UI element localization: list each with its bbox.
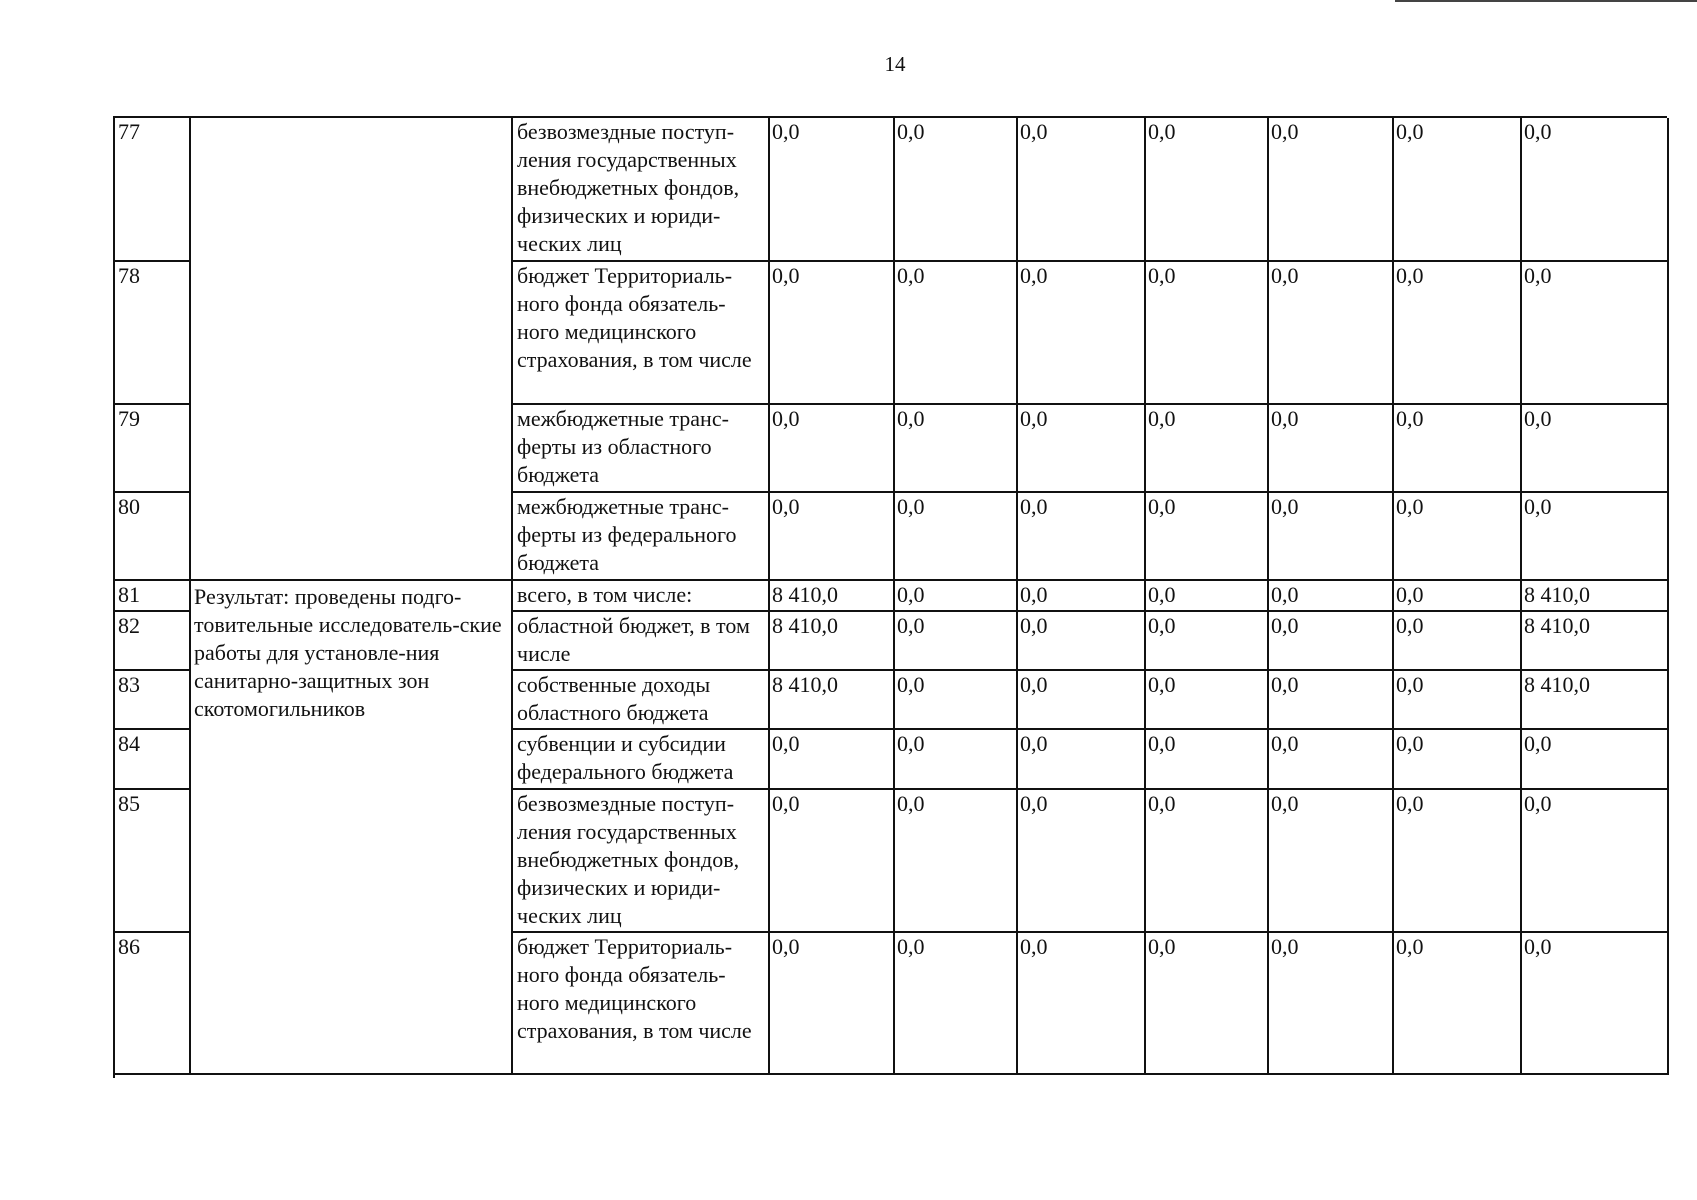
value-cell: 0,0 [1269, 790, 1394, 933]
value-cell: 8 410,0 [1522, 671, 1669, 730]
value-cell: 0,0 [1018, 612, 1146, 671]
value-cell: 0,0 [1269, 493, 1394, 581]
row-description: межбюджетные транс-ферты из федерального бюджета [513, 493, 770, 581]
value-cell: 0,0 [1269, 933, 1394, 1075]
value-cell: 0,0 [1018, 581, 1146, 612]
group-cell-previous [191, 118, 513, 581]
value-cell: 0,0 [895, 581, 1018, 612]
value-cell: 0,0 [895, 118, 1018, 262]
value-cell: 0,0 [1146, 933, 1269, 1075]
value-cell: 0,0 [1269, 581, 1394, 612]
value-cell: 0,0 [1146, 405, 1269, 493]
value-cell: 0,0 [1394, 581, 1522, 612]
value-cell: 0,0 [1146, 612, 1269, 671]
value-cell: 0,0 [1522, 118, 1669, 262]
value-cell: 0,0 [770, 730, 895, 790]
row-number: 79 [115, 405, 191, 493]
value-cell: 0,0 [1522, 262, 1669, 405]
value-cell: 0,0 [1018, 671, 1146, 730]
value-cell: 8 410,0 [1522, 581, 1669, 612]
value-cell: 0,0 [895, 730, 1018, 790]
value-cell: 8 410,0 [770, 612, 895, 671]
value-cell: 0,0 [1269, 262, 1394, 405]
value-cell: 8 410,0 [770, 581, 895, 612]
value-cell: 0,0 [1522, 790, 1669, 933]
value-cell: 0,0 [895, 612, 1018, 671]
value-cell: 0,0 [1146, 581, 1269, 612]
value-cell: 0,0 [1394, 730, 1522, 790]
budget-table [113, 116, 1667, 1078]
value-cell: 0,0 [1522, 933, 1669, 1075]
value-cell: 0,0 [770, 118, 895, 262]
value-cell: 0,0 [1394, 405, 1522, 493]
row-number: 83 [115, 671, 191, 730]
row-number: 78 [115, 262, 191, 405]
row-number: 82 [115, 612, 191, 671]
value-cell: 0,0 [1018, 933, 1146, 1075]
row-description: всего, в том числе: [513, 581, 770, 612]
page-number: 14 [884, 52, 906, 76]
value-cell: 0,0 [770, 790, 895, 933]
value-cell: 0,0 [1146, 262, 1269, 405]
value-cell: 0,0 [1522, 493, 1669, 581]
value-cell: 0,0 [1146, 118, 1269, 262]
value-cell: 0,0 [1522, 405, 1669, 493]
value-cell: 0,0 [895, 790, 1018, 933]
row-description: бюджет Территориаль-ного фонда обязатель-ного медицинского страхования, в том числе [513, 262, 770, 405]
row-number: 77 [115, 118, 191, 262]
value-cell: 0,0 [895, 493, 1018, 581]
value-cell: 0,0 [1269, 118, 1394, 262]
row-number: 86 [115, 933, 191, 1075]
value-cell: 8 410,0 [1522, 612, 1669, 671]
value-cell: 0,0 [1018, 493, 1146, 581]
row-description: безвозмездные поступ-ления государственных внебюджетных фондов, физических и юриди-ческих лиц [513, 790, 770, 933]
value-cell: 0,0 [1394, 493, 1522, 581]
value-cell: 0,0 [1522, 730, 1669, 790]
value-cell: 0,0 [895, 933, 1018, 1075]
value-cell: 0,0 [1146, 493, 1269, 581]
value-cell: 0,0 [1018, 730, 1146, 790]
value-cell: 0,0 [770, 933, 895, 1075]
value-cell: 0,0 [1394, 262, 1522, 405]
value-cell: 0,0 [1146, 790, 1269, 933]
result-group-label: Результат: проведены подго-товительные исследователь-ские работы для установле-ния санитарно-защитных зон скотомогильников [191, 581, 513, 1075]
value-cell: 0,0 [1146, 671, 1269, 730]
value-cell: 0,0 [770, 262, 895, 405]
value-cell: 0,0 [1394, 118, 1522, 262]
value-cell: 0,0 [1269, 612, 1394, 671]
value-cell: 0,0 [1018, 405, 1146, 493]
value-cell: 0,0 [1394, 790, 1522, 933]
value-cell: 0,0 [895, 671, 1018, 730]
value-cell: 0,0 [1146, 730, 1269, 790]
value-cell: 8 410,0 [770, 671, 895, 730]
row-description: субвенции и субсидии федерального бюджета [513, 730, 770, 790]
top-edge-mark [1395, 0, 1697, 2]
row-description: межбюджетные транс-ферты из областного бюджета [513, 405, 770, 493]
value-cell: 0,0 [1269, 671, 1394, 730]
value-cell: 0,0 [1394, 612, 1522, 671]
row-description: бюджет Территориаль-ного фонда обязатель-ного медицинского страхования, в том числе [513, 933, 770, 1075]
row-number: 80 [115, 493, 191, 581]
row-description: собственные доходы областного бюджета [513, 671, 770, 730]
value-cell: 0,0 [1018, 790, 1146, 933]
row-number: 84 [115, 730, 191, 790]
value-cell: 0,0 [895, 262, 1018, 405]
row-number: 85 [115, 790, 191, 933]
value-cell: 0,0 [1394, 933, 1522, 1075]
row-number: 81 [115, 581, 191, 612]
value-cell: 0,0 [1269, 730, 1394, 790]
value-cell: 0,0 [1018, 118, 1146, 262]
value-cell: 0,0 [895, 405, 1018, 493]
row-description: областной бюджет, в том числе [513, 612, 770, 671]
row-description: безвозмездные поступ-ления государственных внебюджетных фондов, физических и юриди-ческих лиц [513, 118, 770, 262]
value-cell: 0,0 [770, 405, 895, 493]
value-cell: 0,0 [770, 493, 895, 581]
value-cell: 0,0 [1394, 671, 1522, 730]
value-cell: 0,0 [1018, 262, 1146, 405]
value-cell: 0,0 [1269, 405, 1394, 493]
